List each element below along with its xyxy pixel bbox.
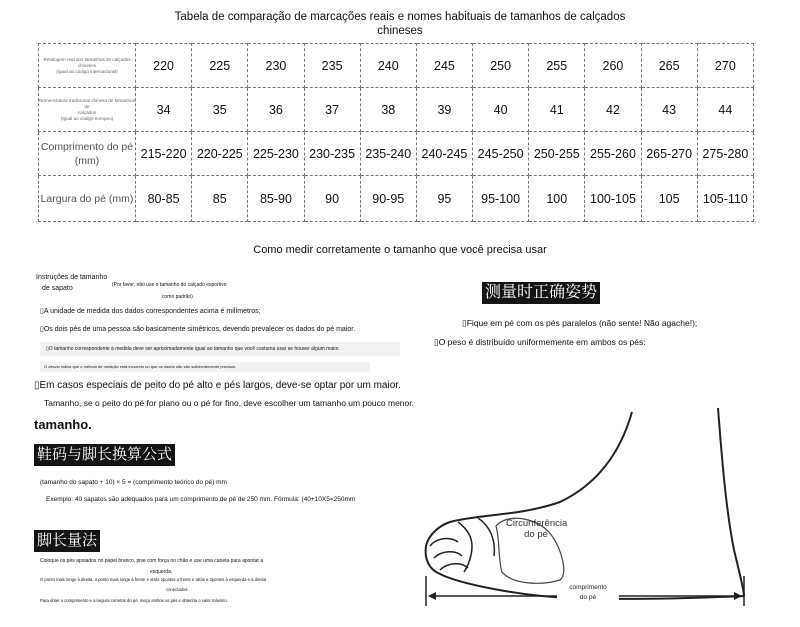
table-cell: 255	[529, 44, 585, 88]
toe-line	[434, 552, 462, 558]
row-header: Retalogem real dos tamanhos de calçados chineses (Igual ao código internacional)	[39, 44, 136, 88]
toe-line	[440, 564, 468, 570]
table-cell: 225-230	[248, 132, 304, 176]
table-cell: 100	[529, 176, 585, 222]
table-cell: 230	[248, 44, 304, 88]
arrow-head-right	[734, 592, 742, 600]
row-header: Largura do pé (mm)	[39, 176, 136, 222]
circumference-label: Circunferência do pé	[506, 518, 568, 540]
table-cell: 255-260	[585, 132, 641, 176]
table-cell: 38	[360, 88, 416, 132]
length-label: comprimento do pé	[557, 583, 619, 603]
instruction-item-3b: O desvio indica que o método de medição está incorreto ou que os dados não são suficientemente precisos.	[44, 364, 237, 369]
posture-heading: 测量时正确姿势	[482, 282, 600, 304]
instructions-heading-cont: de sapato	[42, 285, 73, 292]
table-cell: 105	[641, 176, 697, 222]
size-table	[38, 43, 754, 222]
page-title: Tabela de comparação de marcações reais e nomes habituais de tamanhos de calçados	[174, 11, 626, 23]
table-cell: 265-270	[641, 132, 697, 176]
table-cell: 265	[641, 44, 697, 88]
table-cell: 240-245	[416, 132, 472, 176]
measure-heading: 脚长量法	[34, 530, 100, 552]
table-cell: 40	[473, 88, 529, 132]
instruction-item-4b: Tamanho, se o peito do pé for plano ou o pé for fino, deve escolher um tamanho um pouco menor.	[44, 398, 414, 408]
measure-line-2: esquerda.	[150, 569, 173, 575]
table-cell: 220	[136, 44, 192, 88]
box-icon: ▯	[40, 308, 44, 315]
table-cell: 44	[697, 88, 753, 132]
formula-text: (tamanho do sapato + 10) × 5 = (comprimento teórico do pé) mm	[40, 479, 227, 486]
table-cell: 235	[304, 44, 360, 88]
page-title-cont: chineses	[377, 25, 423, 37]
table-cell: 215-220	[136, 132, 192, 176]
row-header: Nomenclatura tradicional chinesa de tamanhos de calçados (Igual ao código europeu)	[39, 88, 136, 132]
foot-outline	[426, 412, 744, 599]
table-cell: 245	[416, 44, 472, 88]
table-cell: 43	[641, 88, 697, 132]
posture-line-2: ▯O peso é distribuído uniformemente em ambos os pés:	[434, 337, 646, 347]
table-cell: 39	[416, 88, 472, 132]
table-cell: 41	[529, 88, 585, 132]
table-cell: 80-85	[136, 176, 192, 222]
instruction-item-1: ▯A unidade de medida dos dados correspondentes acima é milímetros;	[40, 308, 261, 315]
toe-line	[478, 518, 494, 556]
table-cell: 85	[192, 176, 248, 222]
table-cell: 235-240	[360, 132, 416, 176]
instruction-item-4c: tamanho.	[34, 417, 92, 432]
table-cell: 95-100	[473, 176, 529, 222]
arrow-head-left	[428, 592, 436, 600]
table-cell: 95	[416, 176, 472, 222]
foot-outline	[718, 408, 744, 596]
table-row	[39, 44, 754, 88]
box-icon: ▯	[40, 326, 44, 333]
box-icon: ▯	[34, 380, 40, 391]
instruction-item-2: ▯Os dois pés de uma pessoa são basicamente simétricos, devendo prevalecer os dados do pé maior.	[40, 326, 356, 333]
table-cell: 275-280	[697, 132, 753, 176]
table-row	[39, 132, 754, 176]
table-row	[39, 88, 754, 132]
table-cell: 240	[360, 44, 416, 88]
how-to-measure-heading: Como medir corretamente o tamanho que você precisa usar	[253, 244, 547, 256]
table-row	[39, 176, 754, 222]
table-cell: 220-225	[192, 132, 248, 176]
measure-line-5: Para obter o comprimento e a largura corretos do pé, meça ambos os pés e obtenha o valor máximo.	[40, 598, 228, 603]
instructions-note-cont: como padrão)	[162, 294, 193, 300]
table-cell: 245-250	[473, 132, 529, 176]
measure-line-3: O ponto mais longe à direita, o ponto mais longe à frente e atrás 2pontos a frente e atrás e 3pontos à esquerda e à direita	[40, 577, 267, 582]
table-cell: 37	[304, 88, 360, 132]
table-cell: 90	[304, 176, 360, 222]
table-cell: 225	[192, 44, 248, 88]
measure-line-4: conectados	[166, 587, 188, 592]
instruction-item-3: ▯O tamanho correspondente à medida deve ser aproximadamente igual ao tamanho que você costuma usar se houver algum maior.	[46, 346, 340, 352]
instructions-heading: Instruções de tamanho	[36, 274, 108, 281]
row-header: Comprimento do pé (mm)	[39, 132, 136, 176]
table-cell: 250-255	[529, 132, 585, 176]
table-cell: 35	[192, 88, 248, 132]
table-cell: 85-90	[248, 176, 304, 222]
table-cell: 34	[136, 88, 192, 132]
box-icon: ▯	[434, 337, 439, 347]
formula-example: Exemplo: 40 sapatos são adequados para um comprimento de pé de 250 mm. Fórmula: (40+10X5=250mm	[46, 496, 356, 503]
instruction-item-4: ▯Em casos especiais de peito do pé alto e pés largos, deve-se optar por um maior.	[34, 380, 401, 391]
table-cell: 260	[585, 44, 641, 88]
formula-heading: 鞋码与脚长换算公式	[34, 444, 175, 466]
table-cell: 100-105	[585, 176, 641, 222]
table-cell: 90-95	[360, 176, 416, 222]
table-cell: 250	[473, 44, 529, 88]
table-cell: 36	[248, 88, 304, 132]
box-icon: ▯	[46, 346, 49, 352]
table-cell: 230-235	[304, 132, 360, 176]
instructions-note: (Por favor, não use o tamanho do calçado esportivo	[112, 282, 227, 288]
measure-line-1: Coloque os pés apoiados no papel branco, pise com força no chão e use uma caneta para apontar a	[40, 558, 264, 564]
toe-line	[430, 539, 458, 546]
box-icon: ▯	[462, 318, 467, 328]
posture-line-1: ▯Fique em pé com os pés paralelos (não sente! Não agache!);	[462, 318, 698, 328]
table-cell: 42	[585, 88, 641, 132]
table-cell: 270	[697, 44, 753, 88]
table-cell: 105-110	[697, 176, 753, 222]
